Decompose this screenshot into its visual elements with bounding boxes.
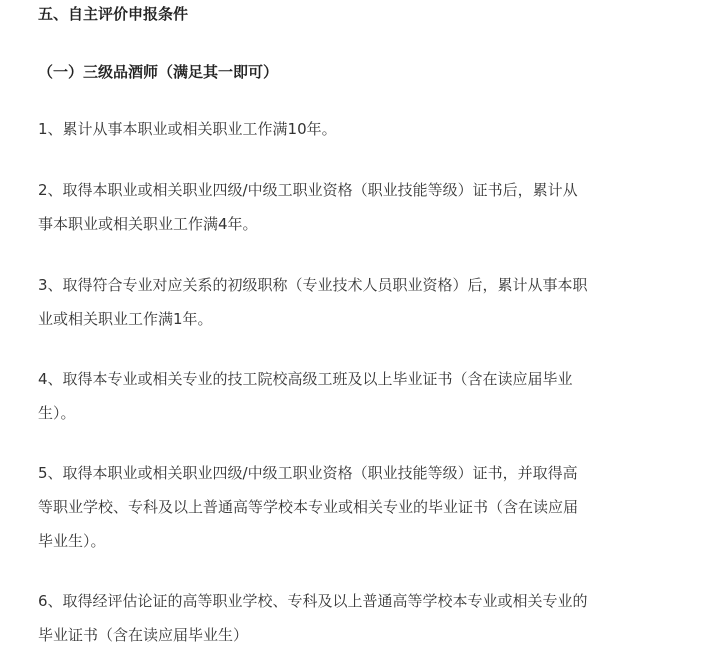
requirement-line: 生）。 bbox=[38, 404, 76, 422]
requirement-item-2 bbox=[38, 173, 688, 241]
requirement-line: 3、取得符合专业对应关系的初级职称（专业技术人员职业资格）后，累计从事本职 bbox=[38, 276, 588, 294]
requirement-line: 事本职业或相关职业工作满4年。 bbox=[38, 215, 258, 233]
requirement-line: 等职业学校、专科及以上普通高等学校本专业或相关专业的毕业证书（含在读应届 bbox=[38, 498, 579, 516]
requirement-line: 2、取得本职业或相关职业四级/中级工职业资格（职业技能等级）证书后，累计从 bbox=[38, 181, 578, 199]
requirement-line: 毕业证书（含在读应届毕业生） bbox=[38, 626, 249, 644]
subsection-title: （一）三级品酒师（满足其一即可） bbox=[38, 63, 279, 81]
requirement-item-3 bbox=[38, 268, 688, 336]
section-title: 五、自主评价申报条件 bbox=[38, 5, 189, 23]
requirement-line: 业或相关职业工作满1年。 bbox=[38, 310, 213, 328]
requirement-item-6 bbox=[38, 584, 688, 652]
requirement-line: 毕业生）。 bbox=[38, 532, 106, 550]
requirement-item-5 bbox=[38, 456, 688, 558]
requirement-item-4 bbox=[38, 362, 688, 430]
requirement-item-1 bbox=[38, 112, 688, 146]
requirement-line: 6、取得经评估论证的高等职业学校、专科及以上普通高等学校本专业或相关专业的 bbox=[38, 592, 588, 610]
requirement-line: 4、取得本专业或相关专业的技工院校高级工班及以上毕业证书（含在读应届毕业 bbox=[38, 370, 573, 388]
requirement-line: 5、取得本职业或相关职业四级/中级工职业资格（职业技能等级）证书，并取得高 bbox=[38, 464, 578, 482]
requirement-line: 1、累计从事本职业或相关职业工作满10年。 bbox=[38, 120, 337, 138]
